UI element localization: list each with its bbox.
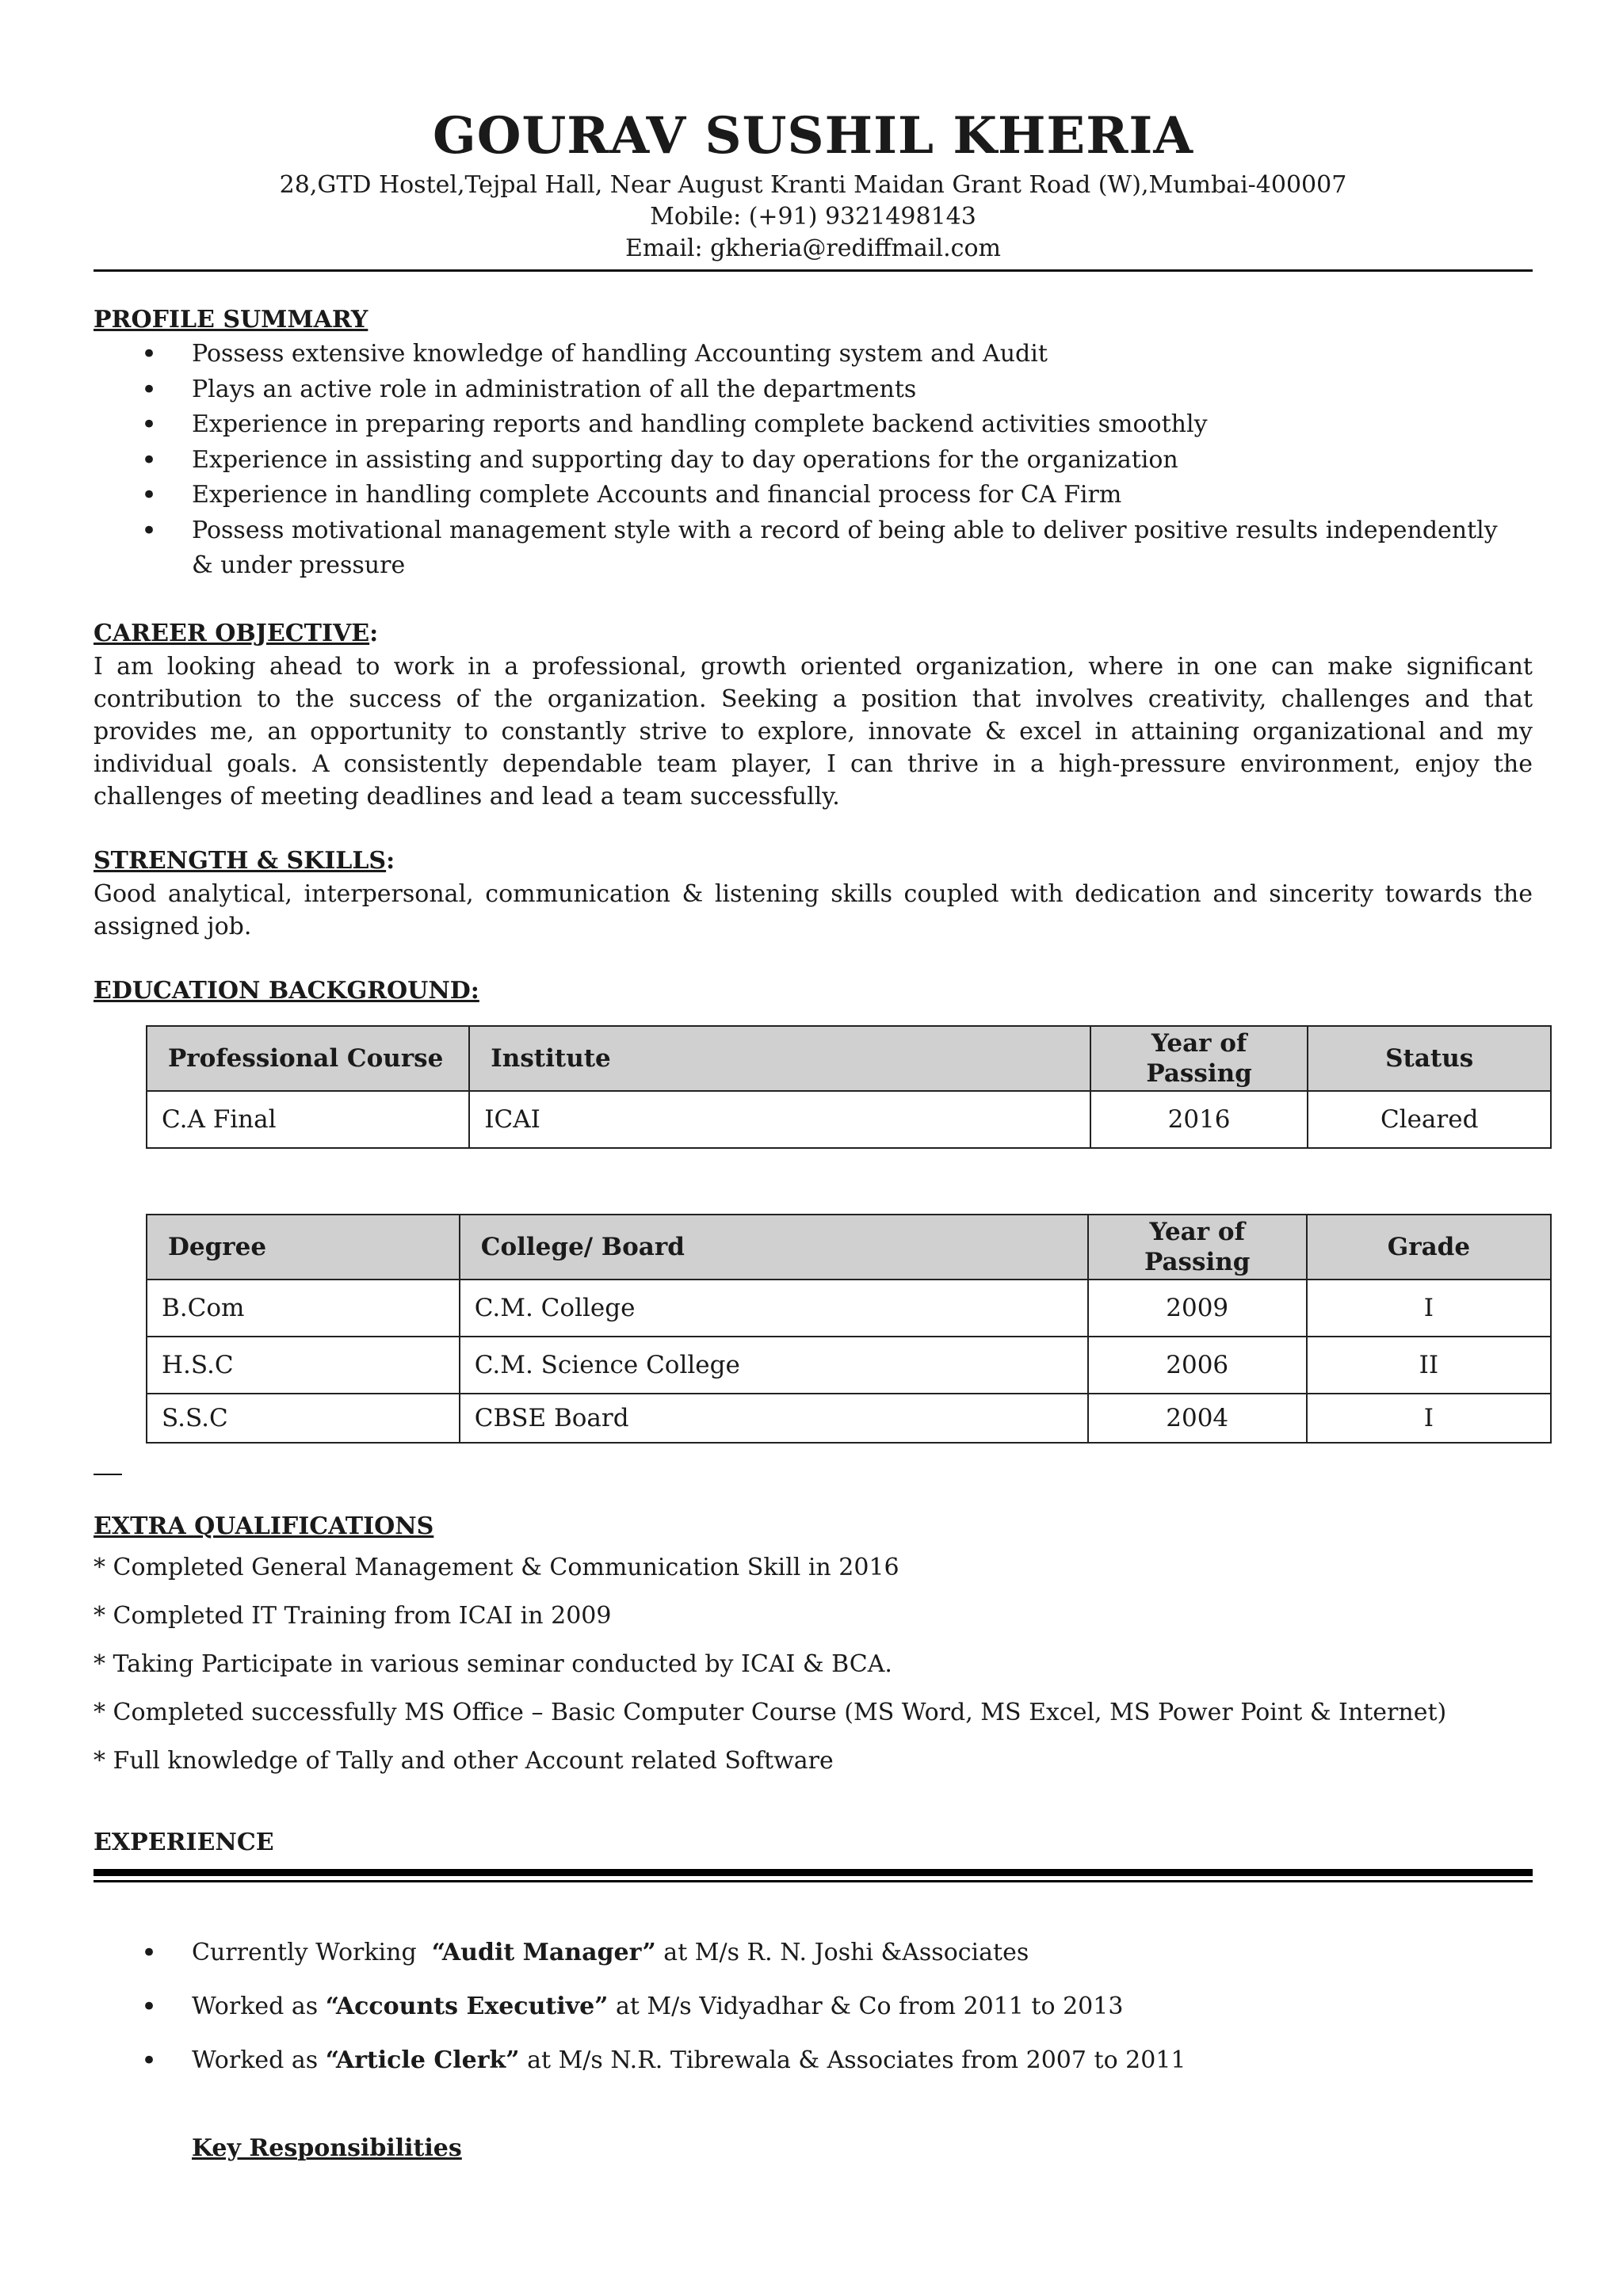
- mobile-line: Mobile: (+91) 9321498143: [650, 203, 976, 231]
- table-cell: C.A Final: [147, 1091, 469, 1148]
- table-header: Professional Course: [147, 1026, 469, 1091]
- education-heading: EDUCATION BACKGROUND:: [94, 976, 479, 1005]
- list-item: * Completed successfully MS Office – Basic Computer Course (MS Word, MS Excel, MS Power Point & Internet): [94, 1698, 1447, 1726]
- email-line: Email: gkheria@rediffmail.com: [625, 235, 1001, 262]
- table-header: Year of Passing: [1090, 1026, 1308, 1091]
- exp-prefix: Worked as: [192, 1992, 326, 2020]
- table-row: [147, 1280, 1551, 1337]
- list-item: [94, 2034, 1533, 2088]
- list-item: * Taking Participate in various seminar conducted by ICAI & BCA.: [94, 1650, 892, 1678]
- list-item: • Possess extensive knowledge of handling Accounting system and Audit: [94, 337, 1533, 372]
- table-cell: C.M. Science College: [460, 1337, 1088, 1394]
- exp-prefix: Currently Working: [192, 1938, 432, 1966]
- career-objective-text: I am looking ahead to work in a professional, growth oriented organization, where in one can make significant contribution to the success of the organization. Seeking a position that involves creativity, challenges and that provides me, an opportunity to constantly strive to explore, innovate & excel in attaining organizational and my individual goals. A consistently dependable team player, I can thrive in a high-pressure environment, enjoy the challenges of meeting deadlines and lead a team successfully.: [94, 652, 1533, 810]
- table-cell: B.Com: [147, 1280, 460, 1337]
- exp-suffix: at M/s R. N. Joshi &Associates: [655, 1938, 1029, 1966]
- table-row: [147, 1394, 1551, 1443]
- table-cell: Cleared: [1308, 1091, 1551, 1148]
- skills-title: STRENGTH & SKILLS: [94, 846, 387, 875]
- exp-suffix: at M/s Vidyadhar & Co from 2011 to 2013: [608, 1992, 1124, 2020]
- list-item: • Experience in handling complete Accounts and financial process for CA Firm: [94, 478, 1533, 513]
- list-item: * Completed IT Training from ICAI in 2009: [94, 1601, 612, 1630]
- table-header: College/ Board: [460, 1215, 1088, 1280]
- table-cell: I: [1307, 1394, 1551, 1443]
- list-item: • Experience in preparing reports and handling complete backend activities smoothly: [94, 407, 1533, 443]
- career-objective-title: CAREER OBJECTIVE: [94, 619, 370, 647]
- experience-divider: [94, 1869, 1533, 1886]
- experience-heading: EXPERIENCE: [94, 1828, 274, 1856]
- list-item: • Plays an active role in administration of all the departments: [94, 372, 1533, 408]
- exp-role: “Accounts Executive”: [325, 1992, 609, 2020]
- professional-course-table: [146, 1025, 1552, 1149]
- resume-page: [94, 103, 1533, 2165]
- heading-colon: :: [386, 846, 395, 875]
- table-cell: 2016: [1090, 1091, 1308, 1148]
- academic-table: [146, 1214, 1552, 1444]
- exp-suffix: at M/s N.R. Tibrewala & Associates from 2007 to 2011: [519, 2046, 1186, 2074]
- table-header: Degree: [147, 1215, 460, 1280]
- list-item: • Possess motivational management style with a record of being able to deliver positive results independently & under pressure: [94, 513, 1533, 584]
- extra-qualifications-list: [94, 1543, 1533, 1785]
- candidate-name: GOURAV SUSHIL KHERIA: [433, 106, 1193, 166]
- career-objective-heading: [94, 617, 1533, 650]
- table-row: [147, 1091, 1551, 1148]
- list-item: * Completed General Management & Communication Skill in 2016: [94, 1553, 899, 1581]
- extra-qualifications-heading: EXTRA QUALIFICATIONS: [94, 1512, 434, 1540]
- list-item: [94, 1980, 1533, 2034]
- exp-role: “Article Clerk”: [325, 2046, 520, 2074]
- profile-summary-heading: PROFILE SUMMARY: [94, 306, 369, 334]
- table-row: [147, 1337, 1551, 1394]
- table-cell: S.S.C: [147, 1394, 460, 1443]
- table-cell: 2004: [1088, 1394, 1307, 1443]
- table-cell: II: [1307, 1337, 1551, 1394]
- skills-heading: [94, 845, 1533, 878]
- profile-summary-list: [94, 337, 1533, 584]
- exp-role: “Audit Manager”: [431, 1938, 656, 1966]
- table-cell: 2006: [1088, 1337, 1307, 1394]
- table-cell: I: [1307, 1280, 1551, 1337]
- exp-prefix: Worked as: [192, 2046, 326, 2074]
- table-cell: CBSE Board: [460, 1394, 1088, 1443]
- table-cell: 2009: [1088, 1280, 1307, 1337]
- table-cell: C.M. College: [460, 1280, 1088, 1337]
- table-header: Institute: [469, 1026, 1090, 1091]
- table-cell: H.S.C: [147, 1337, 460, 1394]
- table-header: Status: [1308, 1026, 1551, 1091]
- heading-colon: :: [369, 619, 379, 647]
- table-cell: ICAI: [469, 1091, 1090, 1148]
- address-line: 28,GTD Hostel,Tejpal Hall, Near August Kranti Maidan Grant Road (W),Mumbai-400007: [279, 171, 1347, 199]
- skills-text: Good analytical, interpersonal, communication & listening skills coupled with dedication and sincerity towards the assigned job.: [94, 879, 1533, 940]
- list-item: • Experience in assisting and supporting day to day operations for the organization: [94, 443, 1533, 479]
- table-header: Grade: [1307, 1215, 1551, 1280]
- table-header: Year of Passing: [1088, 1215, 1307, 1280]
- list-item: [94, 1926, 1533, 1980]
- key-responsibilities-heading: Key Responsibilities: [192, 2134, 462, 2162]
- experience-list: [94, 1926, 1533, 2088]
- list-item: * Full knowledge of Tally and other Account related Software: [94, 1746, 834, 1775]
